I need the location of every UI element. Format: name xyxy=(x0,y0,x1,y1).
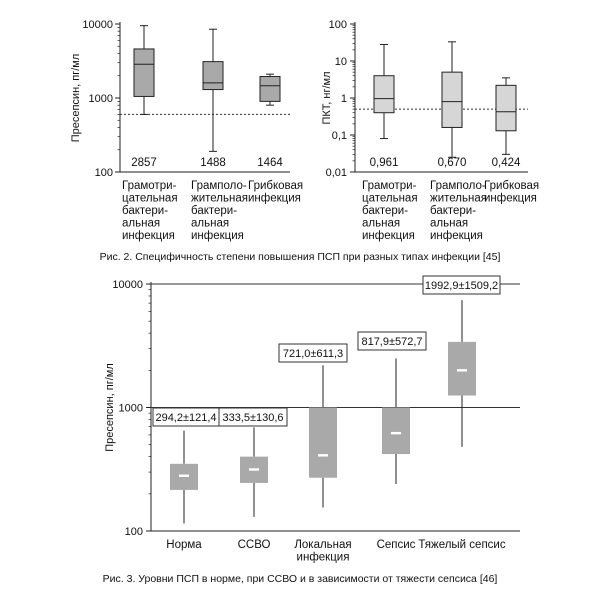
c3-median-mark xyxy=(179,475,189,477)
c3-median-mark xyxy=(249,468,259,470)
c2-category-label: бактери- xyxy=(362,205,409,217)
c2-category-label: Грамполо- xyxy=(430,180,486,192)
c3-box xyxy=(309,408,337,478)
c3-annotation-label: 721,0±611,3 xyxy=(282,348,344,360)
c2-category-label: инфекция xyxy=(430,230,483,242)
c1-y-tick-label: 100 xyxy=(94,167,113,179)
c1-category-label: Грамполо- xyxy=(191,180,247,192)
c1-category-label: бактери- xyxy=(122,205,169,217)
c1-category-label: инфекция xyxy=(248,192,301,205)
c3-annotation-label: 294,2±121,4 xyxy=(155,412,217,424)
c2-median-label: 0,424 xyxy=(491,157,521,169)
c2-category-label: инфекция xyxy=(362,230,415,242)
c3-y-tick-label: 100 xyxy=(124,526,143,538)
c1-box xyxy=(134,49,154,96)
c2-category-label: Грибковая xyxy=(484,180,540,192)
c1-median-label: 1464 xyxy=(257,157,283,169)
c1-median-label: 1488 xyxy=(200,157,226,169)
c1-category-label: инфекция xyxy=(191,230,244,242)
c3-y-axis-label: Пресепсин, пг/мл xyxy=(104,363,116,452)
c3-median-mark xyxy=(318,454,328,456)
c1-category-label: инфекция xyxy=(122,230,175,242)
c2-y-tick-label: 0,1 xyxy=(331,130,347,142)
c3-category-label: ССВО xyxy=(237,539,271,551)
c2-category-label: альная xyxy=(362,217,401,230)
c1-category-label: цательная xyxy=(122,192,178,205)
c2-y-axis-label: ПКТ, нг/мл xyxy=(321,71,333,125)
c2-category-label: Грамотри- xyxy=(362,180,417,192)
c2-category-label: альная xyxy=(430,217,469,230)
c1-y-axis-label: Пресепсин, пг/мл xyxy=(70,53,82,143)
c3-median-mark xyxy=(391,432,401,434)
c2-median-label: 0,670 xyxy=(437,157,467,169)
c2-box xyxy=(374,76,394,113)
c2-category-label: инфекция xyxy=(484,192,537,205)
c3-annotation-label: 817,9±572,7 xyxy=(361,336,423,348)
c2-y-tick-label: 100 xyxy=(328,19,347,31)
c1-category-label: Грамотри- xyxy=(122,180,177,192)
c3-category-label: Тяжелый сепсис xyxy=(418,539,506,551)
c1-category-label: бактери- xyxy=(191,205,238,217)
c1-box xyxy=(203,62,223,90)
c3-annotation-label: 1992,9±1509,2 xyxy=(424,280,499,292)
c2-y-tick-label: 1 xyxy=(340,93,347,105)
c1-y-tick-label: 1000 xyxy=(88,93,113,105)
c3-category-label: Сепсис xyxy=(376,539,416,551)
c3-y-tick-label: 1000 xyxy=(118,402,143,415)
c1-y-tick-label: 10000 xyxy=(82,19,113,31)
c3-box xyxy=(448,342,476,396)
c2-category-label: бактери- xyxy=(430,205,477,217)
c1-category-label: жительная xyxy=(191,192,248,205)
c2-y-tick-label: 10 xyxy=(334,56,347,68)
c2-y-tick-label: 0,01 xyxy=(325,167,347,179)
c2-median-label: 0,961 xyxy=(369,157,399,169)
c3-y-tick-label: 10000 xyxy=(112,279,143,291)
c2-box xyxy=(442,72,462,127)
c3-category-label: Норма xyxy=(166,539,202,551)
c2-box xyxy=(496,85,516,130)
c3-median-mark xyxy=(457,369,467,371)
c3-box xyxy=(382,408,410,455)
c3-category-label: инфекция xyxy=(296,551,350,564)
c2-category-label: жительная xyxy=(430,192,487,205)
c3-annotation-label: 333,5±130,6 xyxy=(222,412,284,424)
figure3-caption: Рис. 3. Уровни ПСП в норме, при ССВО и в зависимости от тяжести сепсиса [46] xyxy=(102,573,498,585)
figure2-caption: Рис. 2. Специфичность степени повышения ПСП при разных типах инфекции [45] xyxy=(99,251,501,263)
c1-category-label: альная xyxy=(191,217,230,230)
c1-box xyxy=(260,77,280,102)
c1-median-label: 2857 xyxy=(131,157,157,169)
c1-category-label: Грибковая xyxy=(248,180,304,192)
c1-category-label: альная xyxy=(122,217,161,230)
c3-category-label: Локальная xyxy=(294,539,352,551)
c2-category-label: цательная xyxy=(362,192,418,205)
